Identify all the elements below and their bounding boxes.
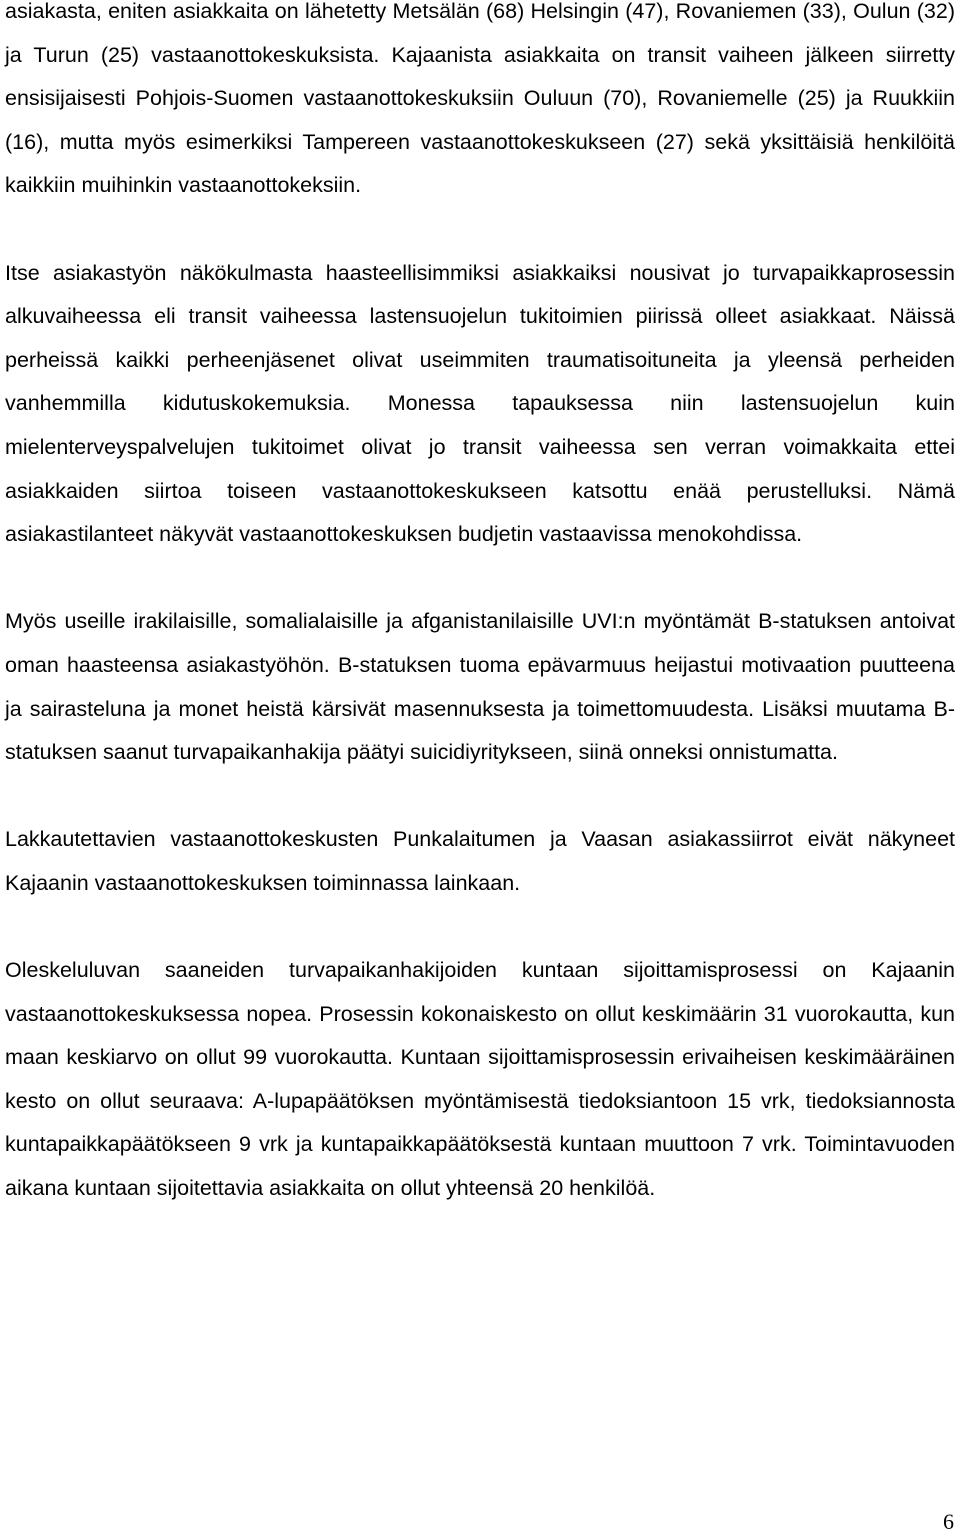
document-body: [5, 0, 955, 1211]
paragraph-municipal-placement: Oleskeluluvan saaneiden turvapaikanhakijoiden kuntaan sijoittamisprosessi on Kajaanin vastaanottokeskuksessa nopea. Prosessin kokonaiskesto on ollut keskimäärin 31 vuorokautta, kun maan keskiarvo on ollut 99 vuorokautta. Kuntaan sijoittamisprosessin erivaiheisen keskimääräinen kesto on ollut seuraava: A-lupapäätöksen myöntämisestä tiedoksiantoon 15 vrk, tiedoksiannosta kuntapaikkapäätökseen 9 vrk ja kuntapaikkapäätöksestä kuntaan muuttoon 7 vrk. Toimintavuoden aikana kuntaan sijoitettavia asiakkaita on ollut yhteensä 20 henkilöä.: [5, 958, 955, 1201]
paragraph-challenging-clients: Itse asiakastyön näkökulmasta haasteellisimmiksi asiakkaiksi nousivat jo turvapaikkaprosessin alkuvaiheessa eli transit vaiheessa lastensuojelun tukitoimien piirissä olleet asiakkaat. Näissä perheissä kaikki perheenjäsenet olivat useimmiten traumatisoituneita ja yleensä perheiden vanhemmilla kidutuskokemuksia. Monessa tapauksessa niin lastensuojelun kuin mielenterveyspalvelujen tukitoimet olivat jo transit vaiheessa sen verran voimakkaita ettei asiakkaiden siirtoa toiseen vastaanottokeskukseen katsottu enää perustelluksi. Nämä asiakastilanteet näkyvät vastaanottokeskuksen budjetin vastaavissa menokohdissa.: [5, 260, 955, 547]
paragraph-b-status: Myös useille irakilaisille, somalialaisille ja afganistanilaisille UVI:n myöntämät B-statuksen antoivat oman haasteensa asiakastyöhön. B-statuksen tuoma epävarmuus heijastui motivaation puutteena ja sairasteluna ja monet heistä kärsivät masennuksesta ja toimettomuudesta. Lisäksi muutama B-statuksen saanut turvapaikanhakija päätyi suicidiyritykseen, siinä onneksi onnistumatta.: [5, 609, 955, 765]
page-number: 6: [943, 1509, 954, 1534]
paragraph-closed-centres: Lakkautettavien vastaanottokeskusten Punkalaitumen ja Vaasan asiakassiirrot eivät näkyneet Kajaanin vastaanottokeskuksen toiminnassa lainkaan.: [5, 827, 955, 895]
paragraph-placements: asiakasta, eniten asiakkaita on lähetetty Metsälän (68) Helsingin (47), Rovaniemen (33), Oulun (32) ja Turun (25) vastaanottokeskuksista. Kajaanista asiakkaita on transit vaiheen jälkeen siirretty ensisijaisesti Pohjois-Suomen vastaanottokeskuksiin Ouluun (70), Rovaniemelle (25) ja Ruukkiin (16), mutta myös esimerkiksi Tampereen vastaanottokeskukseen (27) sekä yksittäisiä henkilöitä kaikkiin muihinkin vastaanottokeksiin.: [5, 0, 955, 198]
